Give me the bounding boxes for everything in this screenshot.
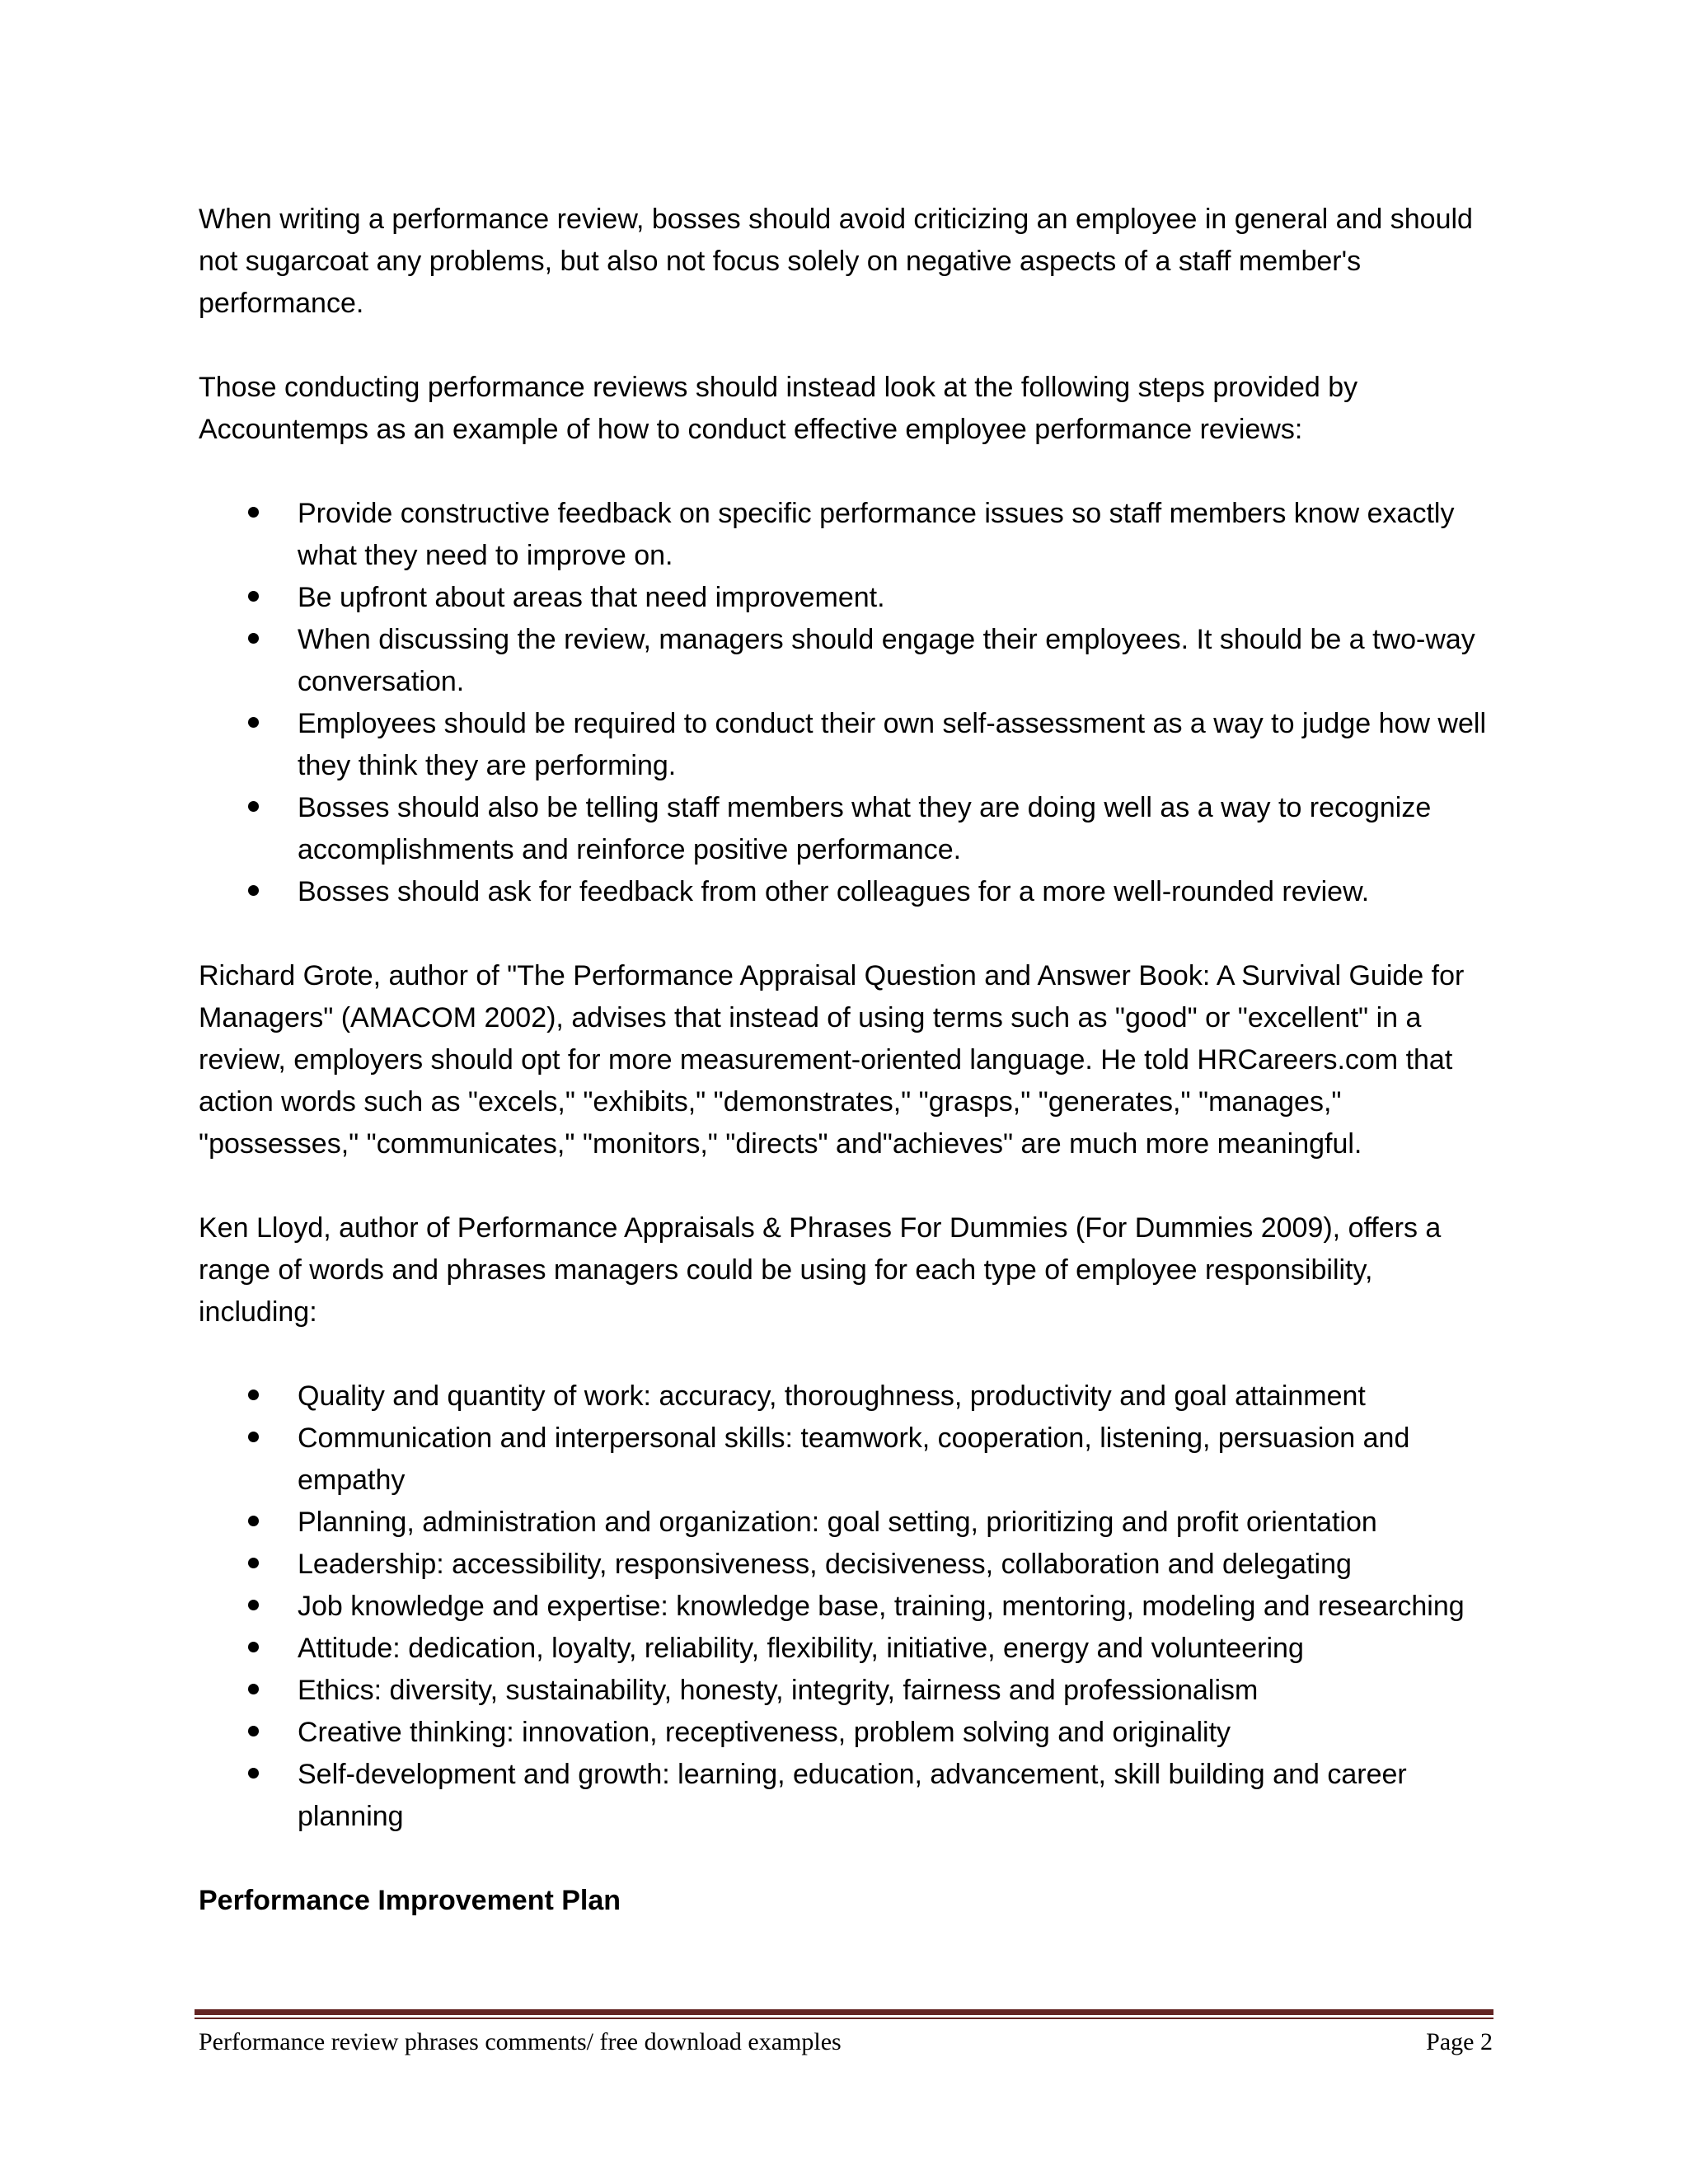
list-item: Be upfront about areas that need improvement. (199, 577, 1497, 619)
section-heading: Performance Improvement Plan (199, 1885, 621, 1916)
list-item: Quality and quantity of work: accuracy, thoroughness, productivity and goal attainment (199, 1376, 1497, 1418)
bullet-icon (248, 1600, 259, 1610)
list-item: Provide constructive feedback on specific performance issues so staff members know exactly what they need to improve on. (199, 493, 1497, 577)
responsibility-list (199, 1376, 1497, 1838)
list-item: Leadership: accessibility, responsiveness, decisiveness, collaboration and delegating (199, 1544, 1497, 1586)
bullet-icon (248, 1684, 259, 1694)
bullet-icon (248, 1558, 259, 1568)
footer-divider-thick (195, 2009, 1493, 2015)
bullet-icon (248, 1642, 259, 1652)
bullet-icon (248, 507, 259, 518)
list-item: Planning, administration and organization: goal setting, prioritizing and profit orientation (199, 1502, 1497, 1544)
bullet-icon (248, 717, 259, 728)
paragraph-accountemps: Those conducting performance reviews should instead look at the following steps provided by Accountemps as an example of how to conduct effective employee performance reviews: (199, 372, 1358, 445)
list-item: When discussing the review, managers should engage their employees. It should be a two-way conversation. (199, 619, 1497, 703)
steps-list (199, 493, 1497, 913)
list-item: Creative thinking: innovation, receptiveness, problem solving and originality (199, 1712, 1497, 1754)
footer-divider (195, 2009, 1493, 2019)
paragraph-lloyd: Ken Lloyd, author of Performance Appraisals & Phrases For Dummies (For Dummies 2009), offers a range of words and phrases managers could be using for each type of employee responsibility, including: (199, 1212, 1442, 1328)
bullet-icon (248, 1516, 259, 1526)
footer-divider-thin (195, 2018, 1493, 2019)
paragraph-intro: When writing a performance review, bosses should avoid criticizing an employee in general and should not sugarcoat any problems, but also not focus solely on negative aspects of a staff member's performance. (199, 204, 1473, 319)
list-item: Bosses should ask for feedback from other colleagues for a more well-rounded review. (199, 871, 1497, 913)
bullet-icon (248, 801, 259, 812)
list-item: Communication and interpersonal skills: teamwork, cooperation, listening, persuasion and empathy (199, 1418, 1497, 1502)
paragraph-grote: Richard Grote, author of "The Performance Appraisal Question and Answer Book: A Survival Guide for Managers" (AMACOM 2002), advises that instead of using terms such as "good" or "excellent" in a review, employers should opt for more measurement-oriented language. He told HRCareers.com that action words such as "excels," "exhibits," "demonstrates," "grasps," "generates," "manages," "possesses," "communicates," "monitors," "directs" and"achieves" are much more meaningful. (199, 960, 1465, 1160)
page-content (199, 199, 1497, 1964)
page-number: Page 2 (1426, 2028, 1493, 2055)
bullet-icon (248, 1432, 259, 1442)
list-item: Bosses should also be telling staff members what they are doing well as a way to recognize accomplishments and reinforce positive performance. (199, 787, 1497, 871)
list-item: Self-development and growth: learning, education, advancement, skill building and career planning (199, 1754, 1497, 1838)
bullet-icon (248, 633, 259, 644)
list-item: Attitude: dedication, loyalty, reliability, flexibility, initiative, energy and volunteering (199, 1628, 1497, 1670)
bullet-icon (248, 1768, 259, 1779)
list-item: Ethics: diversity, sustainability, honesty, integrity, fairness and professionalism (199, 1670, 1497, 1712)
footer-title: Performance review phrases comments/ free download examples (199, 2028, 842, 2055)
bullet-icon (248, 1390, 259, 1400)
list-item: Employees should be required to conduct their own self-assessment as a way to judge how well they think they are performing. (199, 703, 1497, 787)
bullet-icon (248, 591, 259, 602)
bullet-icon (248, 885, 259, 896)
bullet-icon (248, 1726, 259, 1736)
list-item: Job knowledge and expertise: knowledge base, training, mentoring, modeling and researching (199, 1586, 1497, 1628)
